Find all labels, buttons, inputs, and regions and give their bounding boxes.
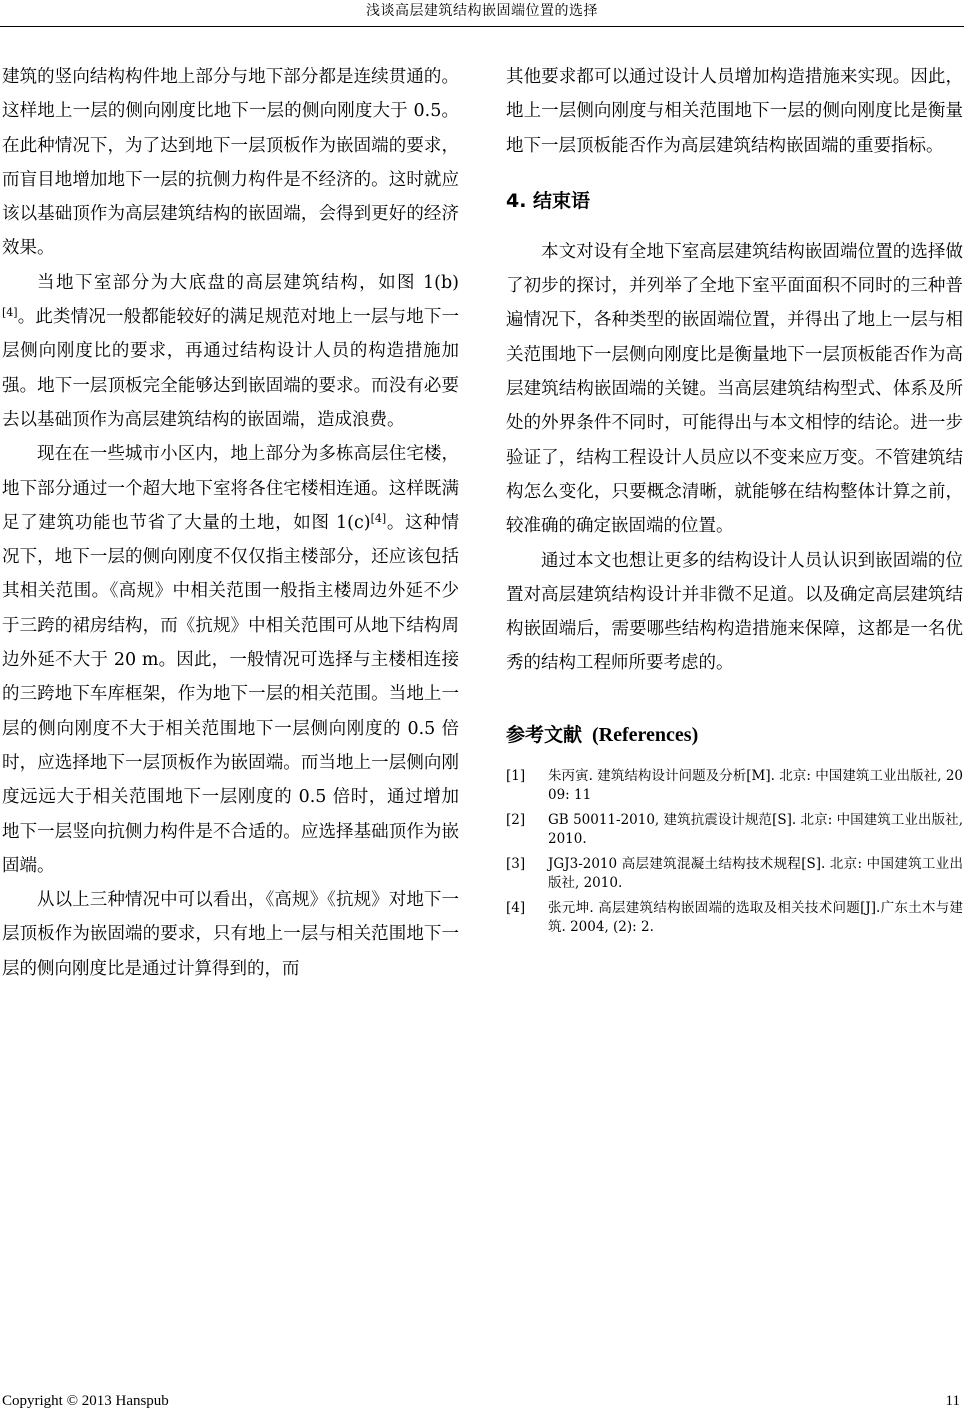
left-paragraph-1: 建筑的竖向结构构件地上部分与地下部分都是连续贯通的。这样地上一层的侧向刚度比地下一层的侧向刚度大于 0.5。在此种情况下，为了达到地下一层顶板作为嵌固端的要求，而盲目地增加地下一层的抗侧力构件是不经济的。这时就应该以基础顶作为高层建筑结构的嵌固端，会得到更好的经济效果。 (2, 67, 459, 259)
left-paragraph-3 (2, 437, 459, 883)
left-paragraph-3-text-a: 现在在一些城市小区内，地上部分为多栋高层住宅楼，地下部分通过一个超大地下室将各住宅楼相连通。这样既满足了建筑功能也节省了大量的土地，如图 1(c) (2, 444, 459, 533)
reference-text: JGJ3-2010 高层建筑混凝土结构技术规程[S]. 北京: 中国建筑工业出版社, 2010. (548, 855, 963, 892)
running-header: 浅谈高层建筑结构嵌固端位置的选择 (366, 3, 598, 19)
right-paragraph-3: 通过本文也想让更多的结构设计人员认识到嵌固端的位置对高层建筑结构设计并非微不足道。以及确定高层建筑结构嵌固端后，需要哪些结构构造措施来保障，这都是一名优秀的结构工程师所要考虑的。 (506, 550, 963, 674)
references-title (506, 723, 963, 747)
reference-text: 张元坤. 高层建筑结构嵌固端的选取及相关技术问题[J].广东土木与建筑. 2004, (2): 2. (548, 899, 963, 936)
reference-text: 朱丙寅. 建筑结构设计问题及分析[M]. 北京: 中国建筑工业出版社, 2009: 11 (548, 767, 963, 804)
reference-item (506, 899, 963, 938)
right-column (506, 60, 963, 943)
left-paragraph-4: 从以上三种情况中可以看出，《高规》《抗规》对地下一层顶板作为嵌固端的要求，只有地上一层与相关范围地下一层的侧向刚度比是通过计算得到的，而 (2, 890, 459, 979)
reference-number: [3] (506, 855, 526, 872)
footer-page-number: 11 (945, 1393, 960, 1409)
footer-copyright: Copyright © 2013 Hanspub (2, 1393, 169, 1409)
reference-number: [1] (506, 767, 526, 784)
header-rule (0, 26, 964, 27)
reference-number: [2] (506, 811, 526, 828)
reference-item (506, 767, 963, 806)
reference-item (506, 811, 963, 850)
left-column (2, 60, 459, 986)
reference-number: [4] (506, 899, 526, 916)
right-paragraph-1: 其他要求都可以通过设计人员增加构造措施来实现。因此，地上一层侧向刚度与相关范围地下一层的侧向刚度比是衡量地下一层顶板能否作为高层建筑结构嵌固端的重要指标。 (506, 67, 963, 156)
reference-list (506, 767, 963, 938)
reference-text: GB 50011-2010, 建筑抗震设计规范[S]. 北京: 中国建筑工业出版社, 2010. (548, 811, 963, 848)
references-title-en: (References) (592, 723, 699, 746)
reference-item (506, 855, 963, 894)
left-paragraph-2 (2, 266, 459, 437)
left-paragraph-2-text-a: 当地下室部分为大底盘的高层建筑结构，如图 1(b) (37, 272, 459, 293)
left-paragraph-3-text-b: 。这种情况下，地下一层的侧向刚度不仅仅指主楼部分，还应该包括其相关范围。《高规》中相关范围一般指主楼周边外延不少于三跨的裙房结构，而《抗规》中相关范围可从地下结构周边外延不大于 20 m。因此，一般情况可选择与主楼相连接的三跨地下车库框架，作为地下一层的相关范围。当地上一层的侧向刚度不大于相关范围地下一层侧向刚度的 0.5 倍时，应选择地下一层顶板作为嵌固端。而当地上一层侧向刚度远远大于相关范围地下一层刚度的 0.5 倍时，通过增加地下一层竖向抗侧力构件是不合适的。应选择基础顶作为嵌固端。 (2, 512, 459, 876)
left-paragraph-2-text-b: 。此类情况一般都能较好的满足规范对地上一层与地下一层侧向刚度比的要求，再通过结构设计人员的构造措施加强。地下一层顶板完全能够达到嵌固端的要求。而没有必要去以基础顶作为高层建筑结构的嵌固端，造成浪费。 (2, 307, 459, 430)
citation-ref: [4] (2, 306, 18, 320)
references-title-cn: 参考文献 (506, 723, 583, 746)
right-paragraph-2: 本文对设有全地下室高层建筑结构嵌固端位置的选择做了初步的探讨，并列举了全地下室平面面积不同时的三种普遍情况下，各种类型的嵌固端位置，并得出了地上一层与相关范围地下一层侧向刚度比是衡量地下一层顶板能否作为高层建筑结构嵌固端的关键。当高层建筑结构型式、体系及所处的外界条件不同时，可能得出与本文相悖的结论。进一步验证了，结构工程设计人员应以不变来应万变。不管建筑结构怎么变化，只要概念清晰，就能够在结构整体计算之前，较准确的确定嵌固端的位置。 (506, 241, 963, 537)
citation-ref: [4] (370, 511, 387, 525)
section-title: 4. 结束语 (506, 189, 591, 212)
